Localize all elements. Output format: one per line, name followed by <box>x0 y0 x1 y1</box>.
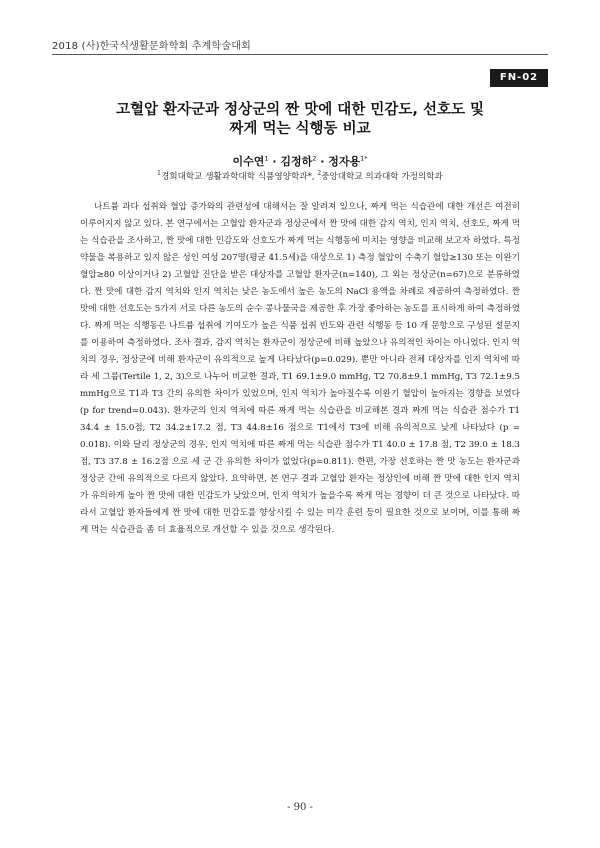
affil-mark: 2 <box>317 170 322 178</box>
title-line-1: 고혈압 환자군과 정상군의 짠 맛에 대한 민감도, 선호도 및 <box>115 102 485 118</box>
session-code-badge: FN-02 <box>490 69 548 87</box>
author-separator: · <box>268 155 281 168</box>
running-header: 2018 (사)한국식생활문화학회 추계학술대회 <box>52 41 251 52</box>
author-affil-mark: 2 <box>312 154 317 163</box>
author-affil-mark: 1* <box>360 154 368 163</box>
page-number: - 90 - <box>287 802 313 813</box>
abstract-body: 나트륨 과다 섭취와 혈압 증가와의 관련성에 대해서는 잘 알려져 있으나, 짜게 먹는 식습관에 대한 개선은 여전히 이루어지지 않고 있다. 본 연구에서는 고혈압 환자군과 정상군에서 짠 맛에 대한 감지 역치, 인지 역치, 선호도, 짜게 먹는 식습관을 조사하고, 짠 맛에 대한 민감도와 선호도가 짜게 먹는 식행동에 미치는 영향을 비교해 보고자 하였다. 특정 약물을 복용하고 있지 않은 성인 여성 207명(평균 41.5세)을 대상으로 1) 측정 혈압이 수축기 혈압≥130 또는 이완기 혈압≥80 이상이거나 2) 고혈압 진단을 받은 대상자를 고혈압 환자군(n=140), 그 외는 정상군(n=67)으로 분류하였다. 짠 맛에 대한 감지 역치와 인지 역치는 낮은 농도에서 높은 농도의 NaCl 용액을 차례로 제공하여 측정하였다. 짠 맛에 대한 선호도는 5가지 서로 다른 농도의 순수 콩나물국을 제공한 후 가장 좋아하는 농도를 표시하게 하여 측정하였다. 짜게 먹는 식행동은 나트륨 섭취에 기여도가 높은 식품 섭취 빈도와 관련 식행동 등 10 개 문항으로 구성된 설문지를 이용하여 측정하였다. 조사 결과, 감지 역치는 환자군이 정상군에 비해 높았으나 유의적인 차이는 아니었다. 인지 역치의 경우, 정상군에 비해 환자군이 유의적으로 높게 나타났다(p=0.029). 뿐만 아니라 전체 대상자를 인지 역치에 따라 세 그룹(Tertile 1, 2, 3)으로 나누어 비교한 결과, T1 69.1±9.0 mmHg, T2 70.8±9.1 mmHg, T3 72.1±9.5 mmHg으로 T1과 T3 간의 유의한 차이가 있었으며, 인지 역치가 높아질수록 이완기 혈압이 높아지는 경향을 보였다 (p for trend=0.043). 환자군의 인지 역치에 따른 짜게 먹는 식습관을 비교해본 결과 짜게 먹는 식습관 점수가 T1 34.4 ± 15.0점, T2 34.2±17.2 점, T3 44.8±16 점으로 T1에서 T3에 비해 유의적으로 낮게 나타났다 (p = 0.018). 이와 달리 정상군의 경우, 인지 역치에 따른 짜게 먹는 식습관 점수가 T1 40.0 ± 17.8 점, T2 39.0 ± 18.3점, T3 37.8 ± 16.2점 으로 세 군 간 유의한 차이가 없었다(p=0.811). 한편, 가장 선호하는 짠 맛 농도는 환자군과 정상군 간에 유의적으로 다르지 않았다. 요약하면, 본 연구 결과 고혈압 환자는 정상인에 비해 짠 맛에 대한 인지 역치가 유의하게 높아 짠 맛에 대한 민감도가 낮았으며, 인지 역치가 높을수록 짜게 먹는 경향이 더 큰 것으로 나타났다. 따라서 고혈압 환자들에게 짠 맛에 대한 민감도를 향상시킬 수 있는 미각 훈련 등이 필요한 것으로 보이며, 이를 통해 짜게 먹는 식습관을 좀 더 효율적으로 개선할 수 있을 것으로 생각된다. <box>80 202 520 535</box>
title-line-2: 짜게 먹는 식행동 비교 <box>229 121 371 137</box>
affiliations <box>0 170 600 182</box>
author-name: 김정하 <box>280 155 313 168</box>
author-separator: · <box>316 155 329 168</box>
affil-suffix: *, <box>307 172 318 182</box>
author-name: 이수연 <box>232 155 265 168</box>
affil-mark: 1 <box>157 170 161 178</box>
author-affil-mark: 1 <box>264 154 269 163</box>
affiliation-1: 경희대학교 생활과학대학 식품영양학과 <box>160 172 308 182</box>
affiliation-2: 중앙대학교 의과대학 가정의학과 <box>321 172 443 182</box>
author-list <box>0 153 600 169</box>
author-name: 정자용 <box>328 155 361 168</box>
paper-title <box>60 101 540 139</box>
header-rule <box>52 54 548 55</box>
